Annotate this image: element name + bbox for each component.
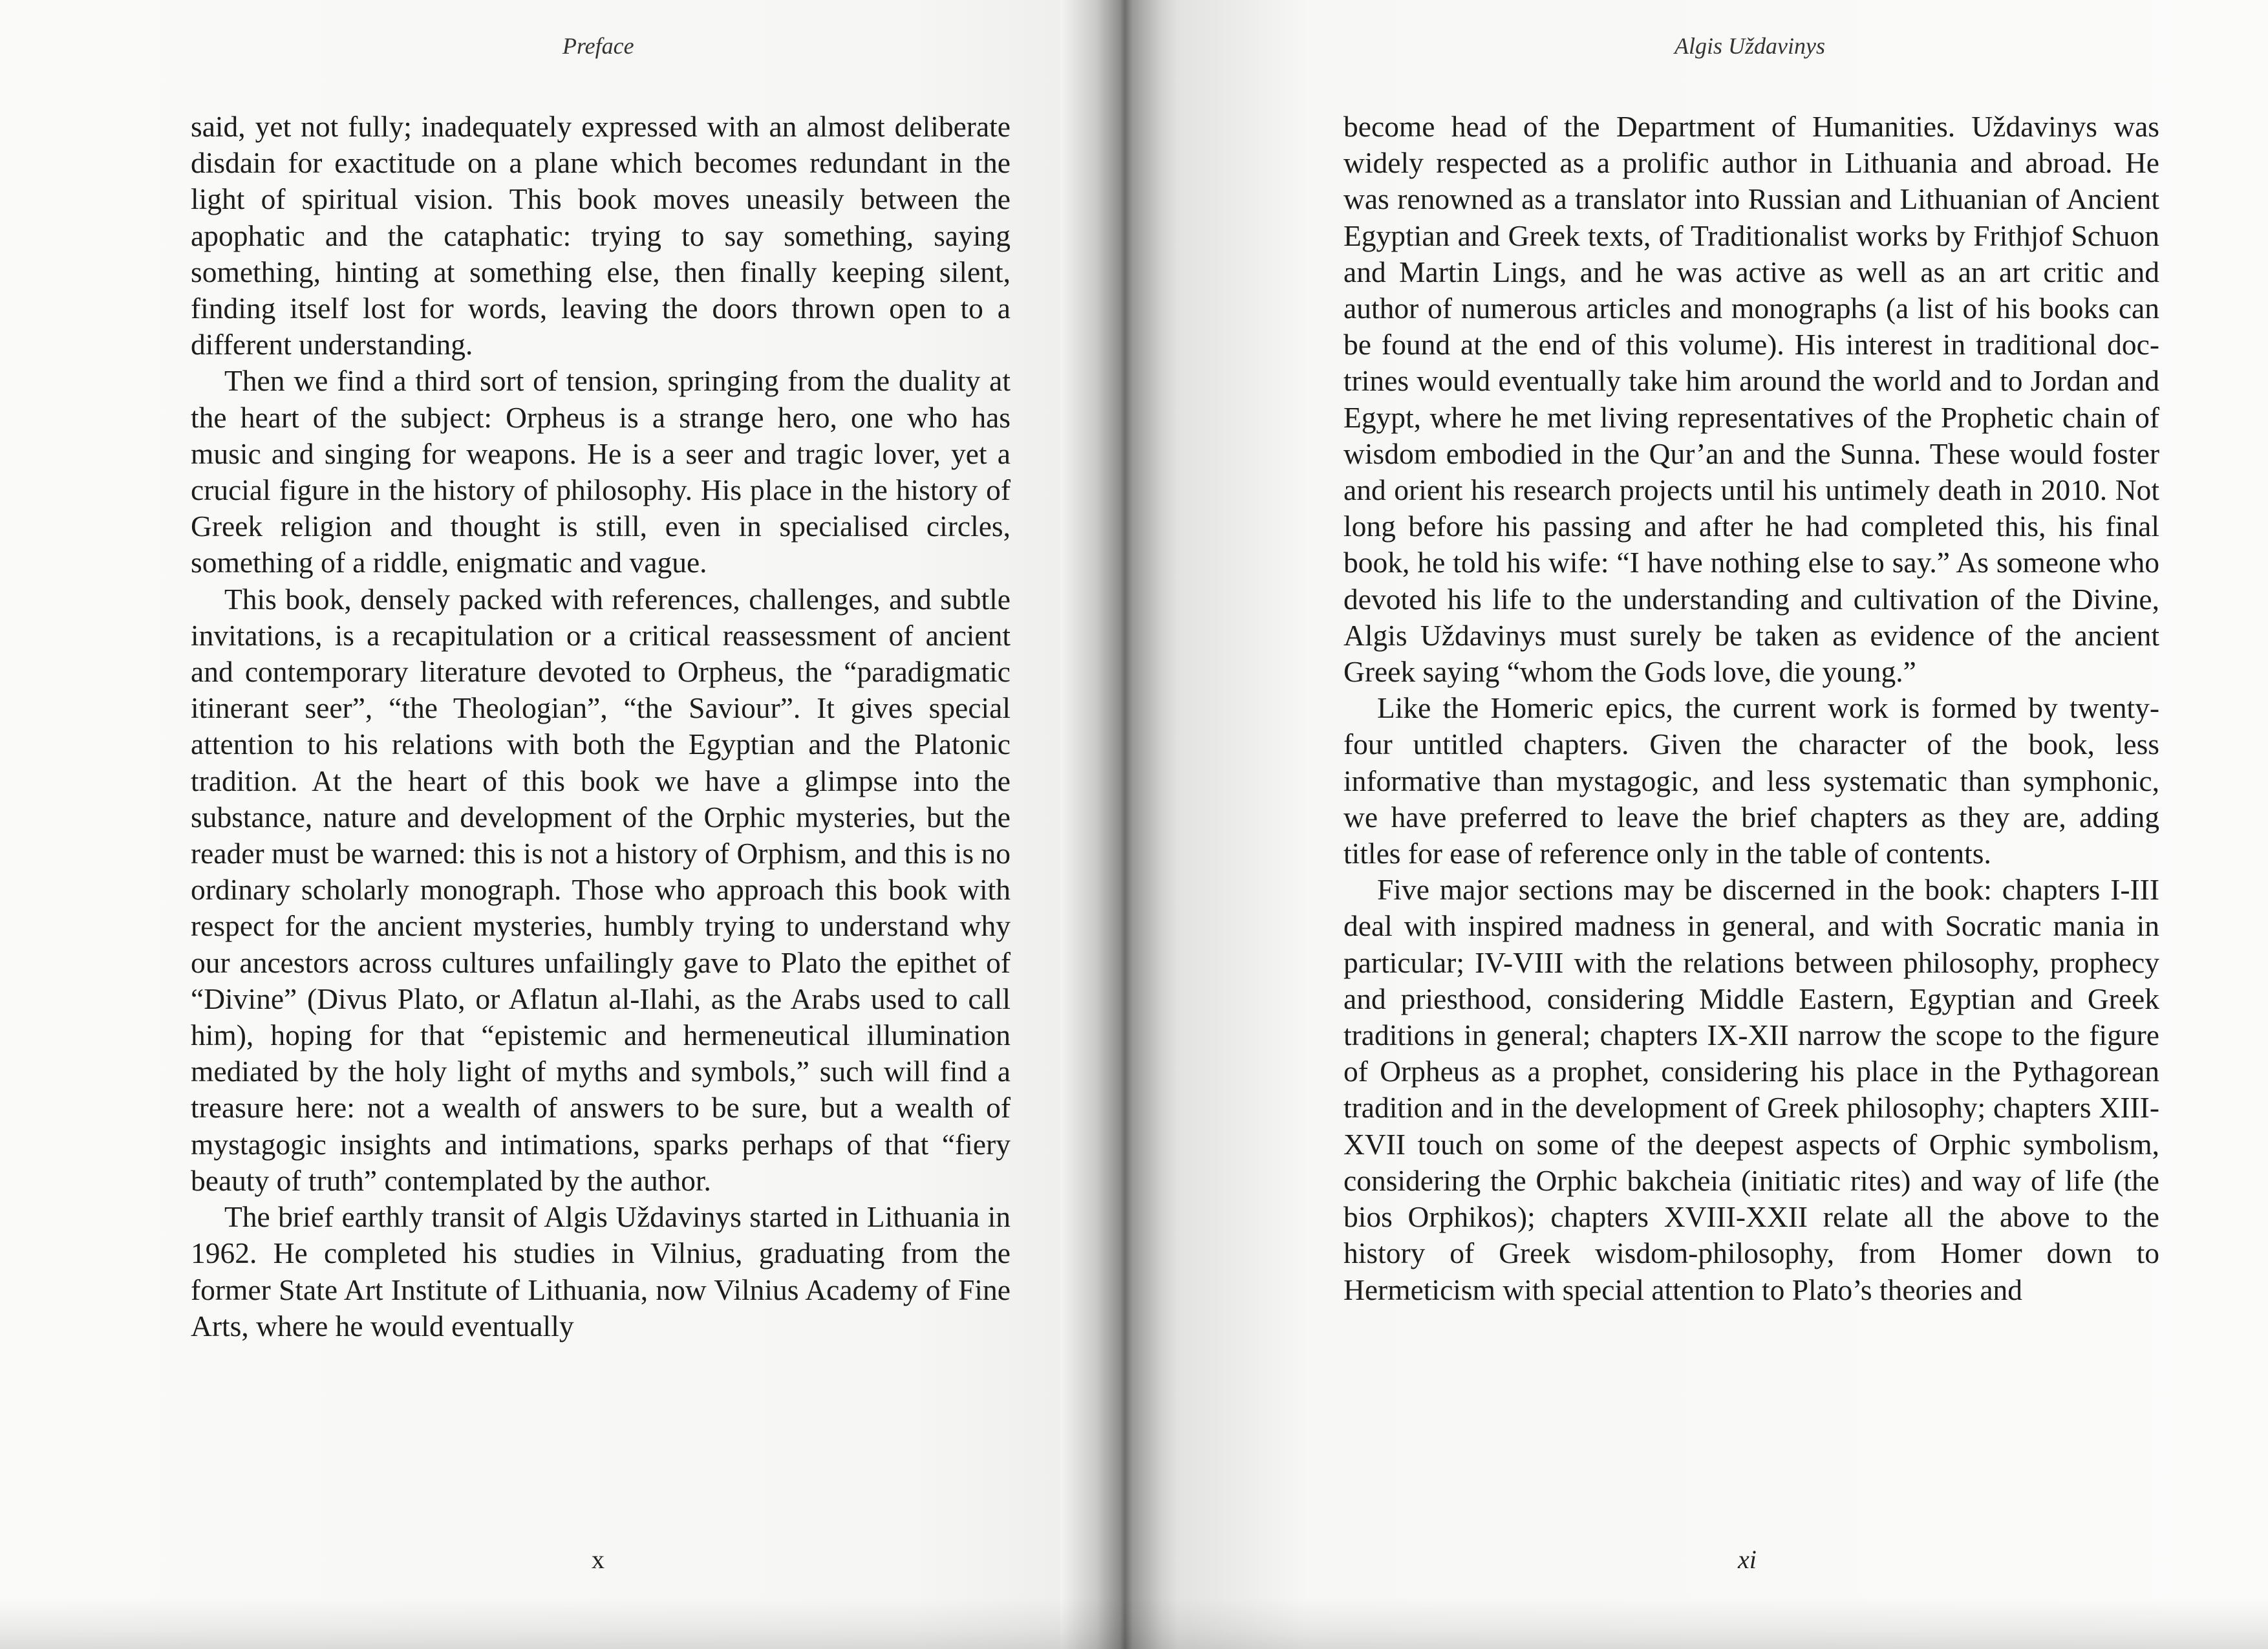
paragraph: Like the Homeric epics, the current work is formed by twenty-four untitled chapters. Given the character of the book, less informative than mystagogic, and less systematic than symphonic, we have preferred to leave the brief chapters as they are, adding titles for ease of reference only in the table of contents. <box>1343 691 2159 870</box>
left-page-body <box>191 109 1011 1344</box>
running-head-right: Algis Uždavinys <box>1674 33 1825 59</box>
page-number-right: xi <box>1738 1545 1757 1574</box>
running-head-left: Preface <box>562 33 634 59</box>
paragraph: Five major sections may be discerned in the book: chapters I-III deal with inspired madness in general, and with Socratic mania in particular; IV-VIII with the relations between philosophy, prophecy and priesthood, considering Middle Eastern, Egyptian and Greek traditions in general; chapters IX-XII narrow the scope to the figure of Orpheus as a prophet, considering his place in the Pythagorean tradition and in the development of Greek philosophy; chapters XIII-XVII touch on some of the deepest aspects of Orphic symbolism, considering the Orphic bakcheia (initiatic rites) and way of life (the bios Orphikos); chapters XVIII-XXII relate all the above to the history of Greek wisdom-philosophy, from Homer down to Hermeticism with special attention to Plato’s theories and <box>1343 873 2159 1306</box>
right-page <box>1177 0 2268 1649</box>
page-number-left: x <box>592 1545 604 1574</box>
page-bottom-shadow <box>0 1597 2268 1649</box>
paragraph: This book, densely packed with references, challenges, and subtle invitations, is a recapitulation or a critical reassessment of ancient and contemporary literature devoted to Orpheus, the “paradigmatic itinerant seer”, “the Theologian”, “the Saviour”. It gives special attention to his relations with both the Egyptian and the Platonic tradition. At the heart of this book we have a glimpse into the substance, nature and development of the Orphic mysteries, but the reader must be warned: this is not a history of Orphism, and this is no ordinary scholarly monograph. Those who approach this book with respect for the ancient mysteries, humbly trying to understand why our ancestors across cultures unfailingly gave to Plato the epithet of “Divine” (Divus Plato, or Aflatun al-Ilahi, as the Arabs used to call him), hoping for that “epistemic and hermeneutical illumination mediated by the holy light of myths and symbols,” such will find a treasure here: not a wealth of answers to be sure, but a wealth of mystagogic insights and intimations, sparks perhaps of that “fiery beauty of truth” contemplated by the author. <box>191 582 1011 1197</box>
book-gutter <box>1060 0 1190 1649</box>
paragraph: become head of the Department of Humanities. Uždavinys was widely respected as a prolific author in Lithuania and abroad. He was renowned as a translator into Russian and Lithuanian of Ancient Egyptian and Greek texts, of Traditionalist works by Frithjof Schuon and Martin Lings, and he was active as well as an art critic and author of numerous articles and monographs (a list of his books can be found at the end of this volume). His interest in traditional doctrines would eventually take him around the world and to Jordan and Egypt, where he met living representatives of the Prophetic chain of wisdom embodied in the Qur’an and the Sunna. These would foster and orient his research projects until his untimely death in 2010. Not long before his passing and after he had completed this, his final book, he told his wife: “I have nothing else to say.” As someone who devoted his life to the understanding and cultivation of the Divine, Algis Uždavinys must surely be taken as evidence of the ancient Greek saying “whom the Gods love, die young.” <box>1343 110 2159 689</box>
paragraph: Then we find a third sort of tension, springing from the duality at the heart of the subject: Orpheus is a strange hero, one who has music and singing for weapons. He is a seer and tragic lover, yet a crucial figure in the history of philosophy. His place in the history of Greek religion and thought is still, even in specialised circles, something of a riddle, enigmatic and vague. <box>191 364 1011 579</box>
right-page-body <box>1343 109 2159 1308</box>
paragraph: said, yet not fully; inadequately expressed with an almost deliberate disdain for exactitude on a plane which becomes redundant in the light of spiritual vision. This book moves uneasily between the apophatic and the cataphatic: trying to say something, saying something, hinting at something else, then finally keeping silent, finding itself lost for words, leaving the doors thrown open to a different understanding. <box>191 110 1011 361</box>
paragraph: The brief earthly transit of Algis Uždavinys started in Lithuania in 1962. He completed his studies in Vilnius, graduating from the former State Art Institute of Lithuania, now Vilnius Academy of Fine Arts, where he would eventually <box>191 1200 1011 1342</box>
